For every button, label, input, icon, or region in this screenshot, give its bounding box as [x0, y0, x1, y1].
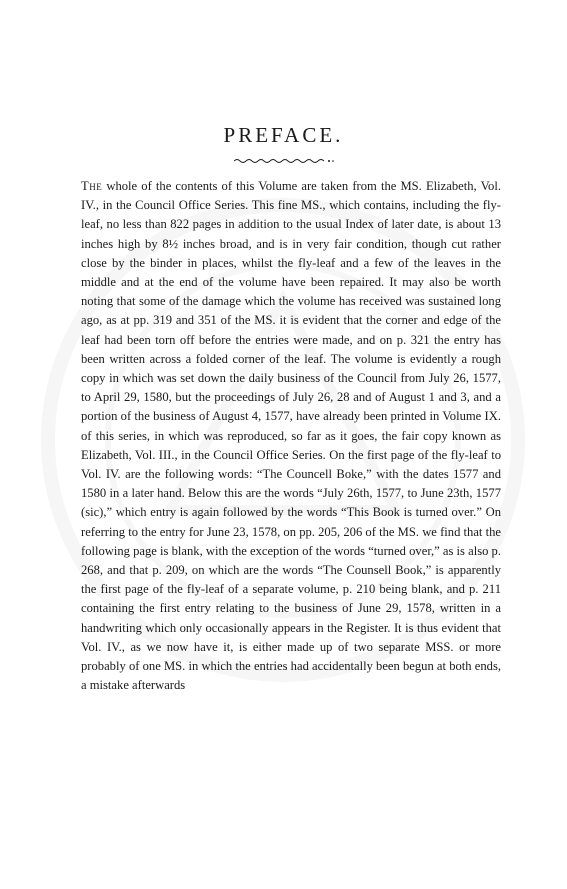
preface-body: whole of the contents of this Volume are taken from the MS. Elizabeth, Vol. IV., in the Council Office Series. This fine MS., which contains, including the fly-leaf, no less than 822 pages in addition to the usual Index of later date, is about 13 inches high by 8½ inches broad, and is in very fair condition, though cut rather close by the binder in places, whilst the fly-leaf and a few of the leaves in the middle and at the end of the volume have been repaired. It may also be worth noting that some of the damage which the volume has received was sustained long ago, as at pp. 319 and 351 of the MS. it is evident that the corner and edge of the leaf had been torn off before the entries were made, and on p. 321 the entry has been written across a folded corner of the leaf. The volume is evidently a rough copy in which was set down the daily business of the Council from July 26, 1577, to April 29, 1580, but the proceedings of July 26, 28 and of August 1 and 3, and a portion of the business of August 4, 1577, have already been printed in Volume IX. of this series, in which was reproduced, so far as it goes, the fair copy known as Elizabeth, Vol. III., in the Council Office Series. On the first page of the fly-leaf to Vol. IV. are the following words: “The Councell Boke,” with the dates 1577 and 1580 in a later hand. Below this are the words “July 26th, 1577, to June 23th, 1577 (sic),” which entry is again followed by the words “This Book is turned over.” On referring to the entry for June 23, 1578, on pp. 205, 206 of the MS. we find that the following page is blank, with the exception of the words “turned over,” as is also p. 268, and that p. 209, on which are the words “The Counsell Book,” is apparently the first page of the fly-leaf of a separate volume, p. 210 being blank, and p. 211 containing the first entry relating to the business of June 29, 1578, written in a handwriting which only occasionally appears in the Register. It is thus evident that Vol. IV., as we now have it, is either made up of two separate MSS. or more probably of one MS. in which the entries had accidentally been begun at both ends, a mistake afterwards: [81, 179, 501, 693]
preface-paragraph: [81, 177, 501, 695]
lead-word: The: [81, 179, 103, 193]
title-ornament: [234, 158, 334, 164]
page-title: PREFACE.: [223, 123, 344, 147]
